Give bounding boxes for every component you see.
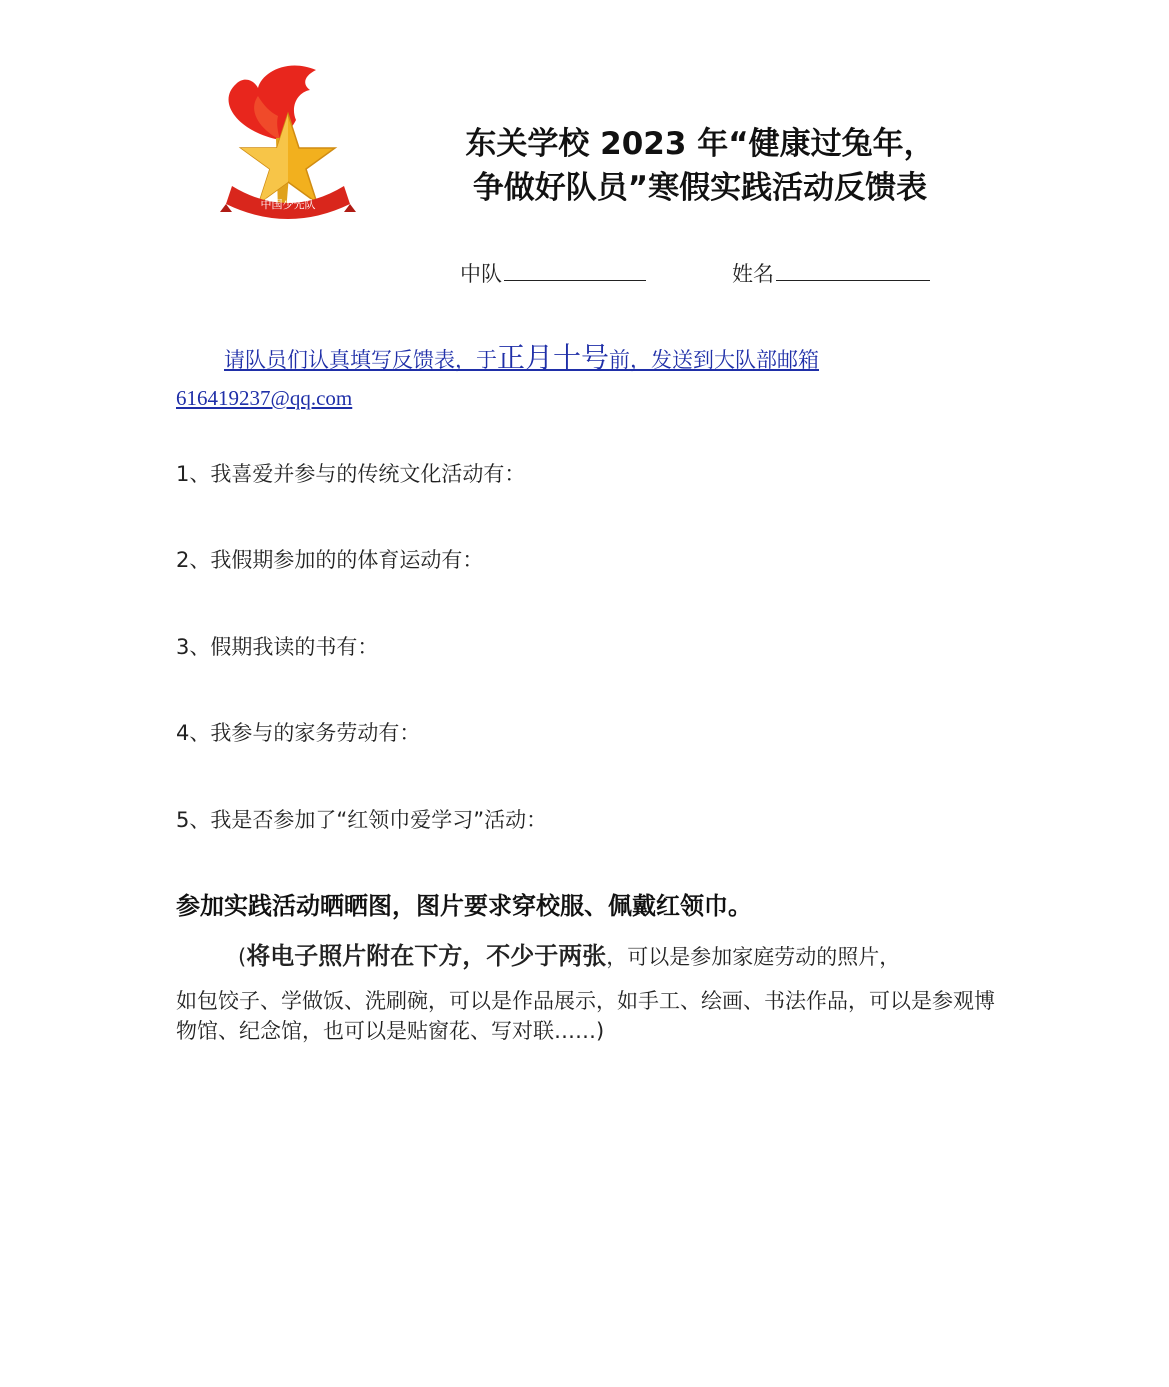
squad-label: 中队 (460, 262, 502, 286)
photo-requirement: 将电子照片附在下方，不少于两张 (246, 942, 607, 970)
open-paren: ( (238, 945, 247, 969)
notice-part-1: 请队员们认真填写反馈表，于 (224, 348, 497, 372)
title-line-1: 东关学校 2023 年“健康过兔年， (465, 126, 935, 162)
question-4: 4、我参与的家务劳动有： (176, 721, 421, 745)
photo-section-heading: 参加实践活动晒晒图，图片要求穿校服、佩戴红领巾。 (176, 892, 752, 920)
squad-field[interactable] (460, 258, 646, 288)
notice-deadline: 正月十号 (497, 341, 610, 374)
email-link[interactable]: 616419237@qq.com (176, 386, 353, 410)
photo-examples-2: 如包饺子、学做饭、洗刷碗，可以是作品展示，如手工、绘画、书法作品，可以是参观博物馆、纪念馆，也可以是贴窗花、写对联……) (176, 989, 995, 1043)
question-5: 5、我是否参加了“红领巾爱学习”活动： (176, 808, 548, 832)
photo-instructions-line-1 (238, 936, 900, 971)
notice-part-2: 前，发送到大队部邮箱 (609, 348, 820, 372)
question-2: 2、我假期参加的的体育运动有： (176, 548, 484, 572)
submission-notice (224, 336, 819, 376)
title-line-2: 争做好队员”寒假实践活动反馈表 (472, 170, 928, 206)
question-1: 1、我喜爱并参与的传统文化活动有： (176, 462, 526, 486)
logo-text: 中国少先队 (260, 198, 316, 211)
question-3: 3、假期我读的书有： (176, 635, 379, 659)
name-blank[interactable] (776, 260, 930, 281)
photo-examples-1: ，可以是参加家庭劳动的照片， (606, 945, 901, 969)
young-pioneers-logo (218, 62, 358, 224)
name-field[interactable] (732, 258, 930, 288)
name-label: 姓名 (732, 262, 774, 286)
squad-blank[interactable] (504, 260, 646, 281)
